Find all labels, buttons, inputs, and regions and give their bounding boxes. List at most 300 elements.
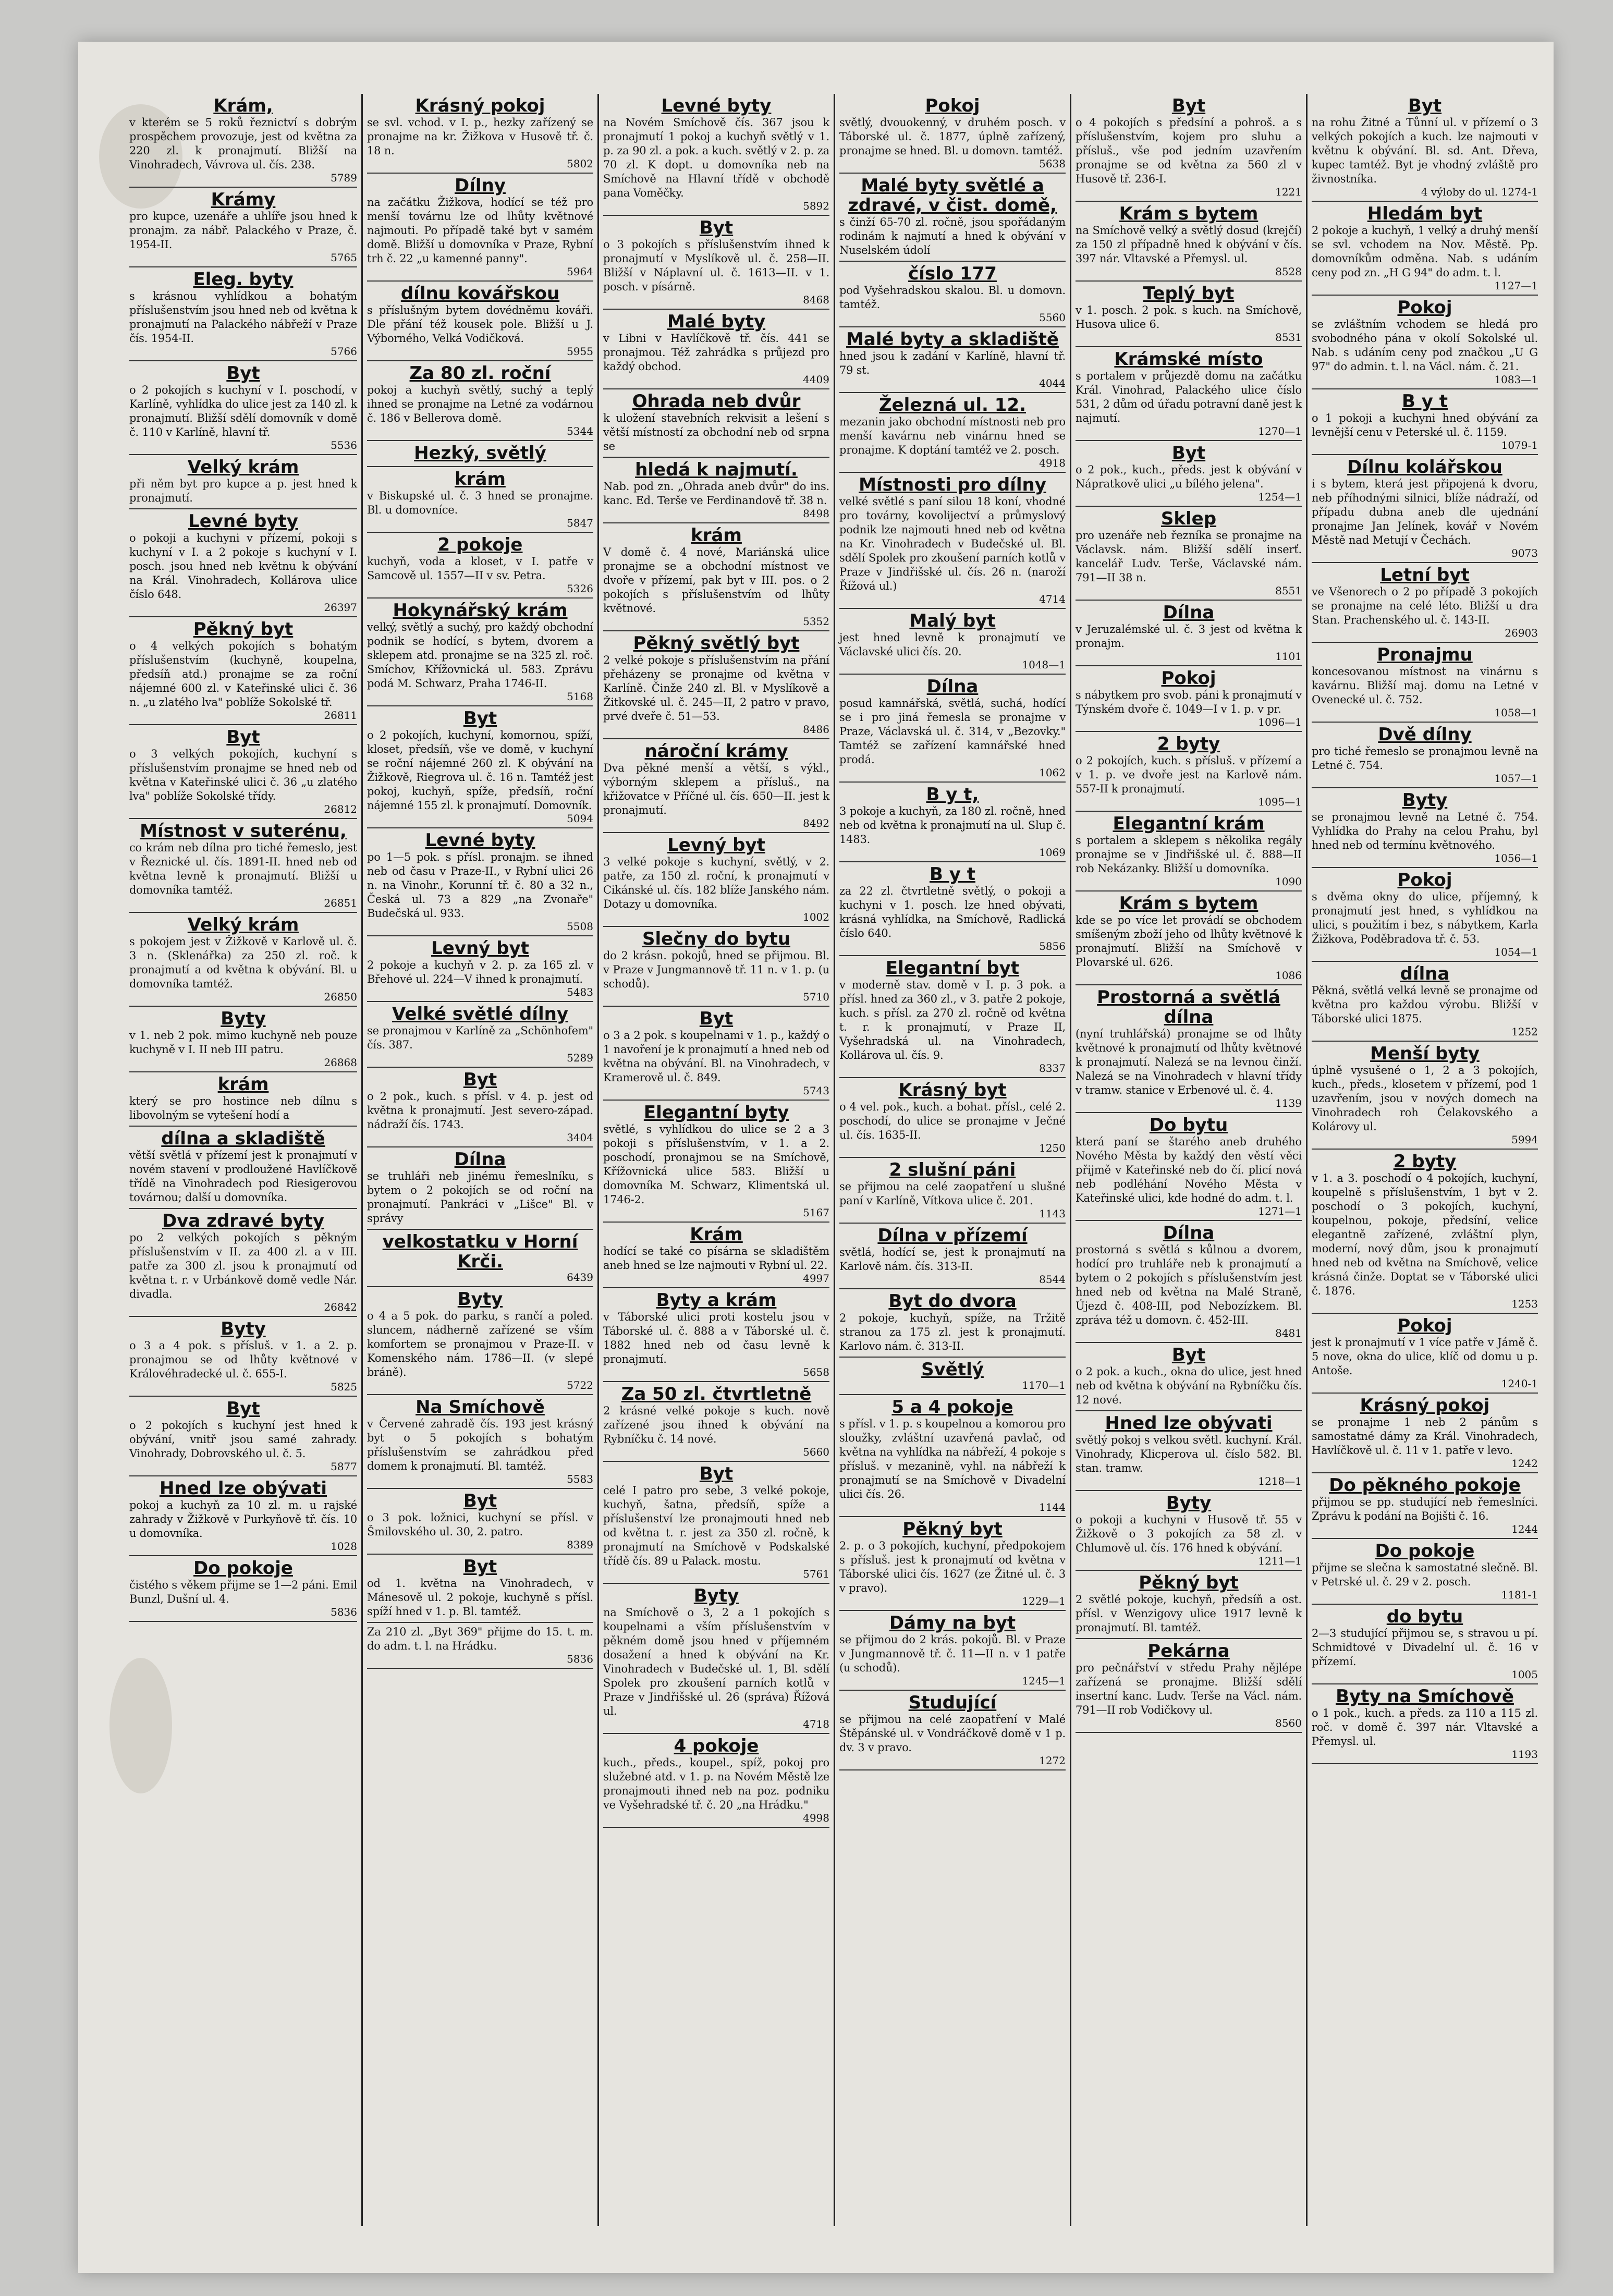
ad-title: Byt [463,1069,497,1090]
ad-column-4 [834,94,1070,2226]
ad-title: Dílnu kolářskou [1347,457,1502,478]
ad-body: úplně vysušené o 1, 2 a 3 pokojích, kuch., předs., klosetem v přízemí, pod 1 uzavřením, jsou v nových domech na Vinohradech roh Čelakovského a Kolárovy ul. [1312,1064,1538,1133]
classified-ad [1312,1539,1538,1605]
ad-reference-number: 1095—1 [1258,796,1302,808]
ad-reference-number: 4 výloby do ul. 1274-1 [1421,186,1538,198]
classified-ad [1076,1113,1302,1221]
classified-ad [839,609,1066,675]
ad-title: Dílna [1163,602,1215,623]
ad-title: Dílna [926,676,979,697]
ad-reference-number: 5825 [331,1381,357,1393]
classified-ad [839,473,1066,609]
classified-ad [603,833,829,927]
ad-body: s nábytkem pro svob. páni k pronajmutí v Týnském dvoře č. 1049—I v 1. p. v pr. [1076,689,1302,715]
classified-ad [603,94,829,216]
ad-title: Do pěkného pokoje [1329,1475,1521,1496]
ad-reference-number: 5856 [1039,940,1066,952]
ad-reference-number: 26868 [324,1056,357,1069]
ad-body: se pronajmou v Karlíně za „Schönhofem" čís. 387. [367,1024,593,1051]
ad-body: Nab. pod zn. „Ohrada aneb dvůr" do ins. kanc. Ed. Terše ve Ferdinandově tř. 38 n. [603,480,829,507]
ad-body: 3 velké pokoje s kuchyní, světlý, v 2. patře, za 150 zl. roční, k pronajmutí v Cikánské ul. čís. 182 blíže Janského nám. Dotazy u domovníka. [603,856,829,910]
ad-body: o 3 a 2 pok. s koupelnami v 1. p., každý o 1 navoření je k pronajmutí a hned neb od května na obývání. Bl. na Vinohradech, v Kramerově ul. č. 849. [603,1029,829,1084]
ad-body: pod Vyšehradskou skalou. Bl. u domovn. tamtéž. [839,284,1066,311]
classified-ad [603,1462,829,1584]
classified-ad [1076,347,1302,441]
classified-ad [603,1101,829,1223]
ad-title: Světlý [921,1359,984,1380]
ad-column-3 [597,94,834,2226]
ad-title: B y t [1401,391,1448,412]
ad-reference-number: 4918 [1039,457,1066,469]
ad-title: 2 pokoje [437,534,523,555]
ad-title: Místnost v suterénu, [140,821,347,841]
ad-reference-number: 5722 [567,1379,593,1391]
ad-title: Dílna v přízemí [877,1225,1028,1246]
ad-body: pokoj a kuchyň za 10 zl. m. u rajské zahrady v Žižkově v Purkyňově tř. čís. 10 u domovníka. [129,1499,357,1540]
classified-ad [603,631,829,739]
classified-ad [367,599,593,706]
classified-ad [603,1007,829,1101]
ad-body: na Smíchově velký a světlý dosud (krejčí) za 150 zl případně hned k obývání v čís. 397 nár. Vltavské a Přemysl. ul. [1076,224,1302,265]
ad-title: Pokoj [1397,1315,1452,1336]
classified-ad [129,94,357,188]
classified-ad [1076,202,1302,282]
ad-reference-number: 5660 [803,1446,829,1458]
ad-title: Krám s bytem [1119,893,1258,914]
ad-title: krám [691,525,742,546]
ad-reference-number: 5536 [331,439,357,451]
ad-title: Krámské místo [1114,349,1263,370]
classified-ad [603,216,829,310]
classified-ad [839,1158,1066,1224]
ad-body: i s bytem, která jest připojená k dvoru, neb příhodnými silnici, blíže nádraží, od případu dubna aneb dle ujednání pronajme Jan Jelínek, kovář v Novém Městě nad Metují v Čechách. [1312,478,1538,546]
classified-ad [1076,601,1302,666]
ad-column-5 [1070,94,1306,2226]
classified-ad [1076,1221,1302,1343]
ad-body: se pronajmou levně na Letné č. 754. Vyhlídka do Prahy na celou Prahu, byl hned neb od termínu květnového. [1312,811,1538,851]
ad-title: Byt [226,1398,260,1419]
classified-ad [603,389,829,458]
classified-ad [367,1555,593,1623]
ad-reference-number: 1096—1 [1258,716,1302,728]
ad-title: Dva zdravé byty [162,1211,324,1231]
ad-body: velký, světlý a suchý, pro každý obchodní podnik se hodící, s bytem, dvorem a sklepem atd. pronajme se na 325 zl. roč. Smíchov, Křížovnická ul. 583. Zprávu podá M. Schwarz, Praha 1746-II. [367,621,593,690]
classified-ad [839,675,1066,783]
ad-column-1 [125,94,361,2226]
classified-ad [1076,1639,1302,1733]
ad-title: Do pokoje [193,1558,293,1579]
ad-column-6 [1306,94,1542,2226]
ad-body: o 2 pok., kuch. s přísl. v 4. p. jest od května k pronajmutí. Jest severo-západ. nádraží čís. 1743. [367,1090,593,1131]
classified-ad [603,1382,829,1462]
ad-title: Hned lze obývati [159,1478,327,1499]
ad-title: Letní byt [1380,565,1470,585]
ad-title: Krásný pokoj [1360,1395,1490,1416]
classified-ad [1312,296,1538,389]
ad-title: Do bytu [1149,1115,1228,1135]
ad-body: kde se po více let provádí se obchodem smíšeným zboží jeho od lhůty květnové k pronajmutí. Bližší na Smíchově v Plovarské ul. 626. [1076,914,1302,969]
ad-reference-number: 5710 [803,991,829,1003]
ad-body: celé I patro pro sebe, 3 velké pokoje, kuchyň, šatna, předsíň, spíže a příslušenství lze pronajmouti hned neb od května t. r. jest za 350 zl. ročně, k pronajmutí na Smíchově v Podskalské třídě čís. 89 u Palack. mostu. [603,1484,829,1567]
ad-body: v moderně stav. domě v I. p. 3 pok. a přísl. hned za 360 zl., v 3. patře 2 pokoje, kuch. s přísl. za 270 zl. ročně od května t. r. k pronajmutí, v Praze II, Vyšehradská ul. na Vinohradech, Kollárova ul. čís. 9. [839,979,1066,1061]
ad-reference-number: 8544 [1039,1273,1066,1286]
ad-body: o 2 pokojích s kuchyní jest hned k obývání, vnitř jsou samé zahrady. Vinohrady, Dobrovského ul. č. 5. [129,1419,357,1460]
ad-reference-number: 5658 [803,1366,829,1378]
ad-body: Dva pěkné menší a větší, s výkl., výborným sklepem a přísluš., na křižovatce v Příčné ul. čís. 650—II. jest k pronajmutí. [603,762,829,816]
classified-ad [1076,985,1302,1113]
classified-ad [1076,1491,1302,1571]
ad-reference-number: 1083—1 [1494,373,1538,386]
classified-ad [1312,788,1538,868]
ad-title: Byt [1171,443,1206,463]
ad-reference-number: 5583 [567,1473,593,1485]
ad-body: se přijmou do 2 krás. pokojů. Bl. v Praze v Jungmannově tř. č. 11—II n. v 1 patře (u schodů). [839,1633,1066,1674]
ad-title: Hledám byt [1367,203,1483,224]
classified-ad [603,310,829,389]
ad-body: o 2 pokojích, kuch. s přísluš. v přízemí a v 1. p. ve dvoře jest na Karlově nám. 557-II k pronajmutí. [1076,754,1302,795]
ad-title: dílna a skladiště [161,1128,325,1149]
classified-ad [603,1734,829,1828]
ad-body: v 1. a 3. poschodí o 4 pokojích, kuchyní, koupelně s příslušenstvím, 1 byt v 2. poschodí o 3 pokojích, kuchyní, koupelnou, pokoje, předsíní, velice elegantně zařízené, zvláštní plyn, moderní, nový dům, jsou k pronajmutí hned neb od května na Smíchově, velice krásná činže. Doptat se v Táborské ulici č. 1876. [1312,1172,1538,1297]
ad-reference-number: 4718 [803,1718,829,1730]
ad-reference-number: 1170—1 [1022,1379,1066,1391]
ad-title: Hned lze obývati [1105,1413,1273,1434]
ad-title: Malé byty [667,311,766,332]
classified-ad [129,1397,357,1476]
classified-ad [839,1395,1066,1517]
ad-body: 2—3 studující přijmou se, s stravou u pí. Schmidtové v Divadelní ul. č. 16 v přízemí. [1312,1627,1538,1668]
classified-ad [603,1584,829,1734]
ad-title: Eleg. byty [193,269,294,290]
classified-ad [1076,94,1302,202]
ad-title: nároční krámy [644,741,788,762]
ad-title: Byty [1166,1493,1212,1513]
classified-ad [1312,1473,1538,1539]
ad-title: Byt [1171,95,1206,116]
ad-body: na Smíchově o 3, 2 a 1 pokojích s koupelnami a vším příslušenstvím v pěkném domě jsou hned v příjemném dosažení a hned k obývání na Kr. Vinohradech v Budečské ul. 1, Bl. sdělí Spolek pro zkoušení parních kotlů v Praze v Jindřišské ul. 26 (správa) Řížová ul. [603,1606,829,1717]
ad-reference-number: 1218—1 [1258,1475,1302,1487]
ad-title: Byt [699,1463,734,1484]
ad-title: velkostatku v Horní Krči. [382,1231,578,1272]
ad-body: při něm byt pro kupce a p. jest hned k pronajmutí. [129,478,357,504]
ad-body: se truhláři neb jinému řemeslníku, s bytem o 2 pokojích se od roční na pronajmutí. Pankráci v „Lišce" Bl. v správy [367,1170,593,1225]
ad-body: o 2 pokojích s kuchyní v I. poschodí, v Karlíně, vyhlídka do ulice jest za 140 zl. k pronajmutí. Bližší sdělí domovník v domě č. 110 v Karlíně, hlavní tř. [129,384,357,438]
classified-ad [839,1691,1066,1770]
ad-body: v Jeruzalémské ul. č. 3 jest od května k pronajm. [1076,623,1302,650]
ad-body: jest k pronajmutí v 1 více patře v Jámě č. 5 nove, okna do ulice, klíč od domu u p. Antoše. [1312,1336,1538,1377]
ad-title: Byt [1408,95,1442,116]
ad-body: s portalem a sklepem s několika regály pronajme se v Jindřišské ul. č. 888—II rob Nekázanky. Bližší u domovníka. [1076,834,1302,875]
ad-title: Na Smíchově [416,1397,545,1418]
ad-title: Menší byty [1370,1043,1480,1064]
classified-ad [129,913,357,1007]
ad-title: Slečny do bytu [642,929,791,949]
classified-ad [367,1230,593,1287]
ad-reference-number: 1272 [1039,1754,1066,1767]
ad-reference-number: 5964 [567,265,593,278]
ad-reference-number: 1062 [1039,766,1066,779]
ad-title: Dílna [454,1149,506,1170]
ad-title: Pekárna [1147,1641,1230,1662]
ad-title: Do pokoje [1375,1541,1475,1561]
ad-reference-number: 5508 [567,920,593,933]
ad-reference-number: 1056—1 [1494,852,1538,864]
ad-title: Dílny [455,175,506,196]
ad-reference-number: 4409 [803,373,829,386]
ad-body: Pěkná, světlá velká levně se pronajme od května pro každou výrobu. Bližší v Táborské ulici 1875. [1312,984,1538,1025]
ad-title: Elegantní byt [885,958,1020,979]
ad-body: v Biskupské ul. č. 3 hned se pronajme. Bl. u domovníce. [367,490,593,516]
ad-title: Pěkný byt [1139,1572,1239,1593]
ad-reference-number: 1229—1 [1022,1595,1066,1607]
ad-reference-number: 5167 [803,1206,829,1219]
ad-title: krám [217,1074,269,1095]
ad-title: Dámy na byt [889,1613,1016,1633]
classified-ad [603,1288,829,1382]
ad-reference-number: 1127—1 [1494,279,1538,292]
ad-title: Pěkný byt [193,619,294,640]
classified-ad [1312,1684,1538,1764]
classified-ad [1312,563,1538,643]
ad-body: o 1 pok., kuch. a předs. za 110 a 115 zl. roč. v domě č. 397 nár. Vltavské a Přemysl. ul. [1312,1707,1538,1748]
ad-body: kuch., předs., koupel., spíž, pokoj pro služebné atd. v 1. p. na Novém Městě lze pronajmouti ihned neb na poz. podniku ve Vyšehradské tř. č. 20 „na Hrádku." [603,1756,829,1811]
ad-reference-number: 5836 [567,1653,593,1665]
ad-reference-number: 5560 [1039,311,1066,324]
classified-ad [1312,868,1538,962]
classified-ad [1312,1394,1538,1473]
ad-body: 2 velké pokoje s příslušenstvím na přání přeházeny se pronajme od května v Karlíně. Činže 240 zl. Bl. v Myslíkově a Žitkovské ul. č. 245—II, 2 patro v pravo, prvé dveře č. 51—53. [603,654,829,723]
ad-title: Velký krám [187,457,299,478]
ad-body: s portalem v průjezdě domu na začátku Král. Vinohrad, Palackého ulice číslo 531, 2 dům od úřadu potravní daně jest k najmutí. [1076,370,1302,424]
classified-ad [129,455,357,509]
classified-ad [367,1068,593,1147]
ad-reference-number: 1048—1 [1022,658,1066,671]
ad-body: V domě č. 4 nové, Mariánská ulice pronajme se a obchodní místnost ve dvoře v přízemí, pak byt v III. pos. o 2 pokojích s příslušenstvím od lhůty květnové. [603,546,829,615]
classified-ad [839,1517,1066,1611]
ad-title: Studující [908,1692,997,1713]
ad-reference-number: 5344 [567,425,593,437]
ad-title: Malé byty a skladiště [846,329,1059,350]
classified-ad [129,361,357,455]
ad-body: světlý, dvouokenný, v druhém posch. v Táborské ul. č. 1877, úplně zařízený, pronajme se hned. Bl. u domovn. tamtéž. [839,116,1066,157]
ad-reference-number: 5761 [803,1568,829,1580]
classified-ad [129,1072,357,1127]
ad-title: Pěkný byt [902,1519,1003,1540]
classified-ad [367,361,593,441]
classified-columns [125,94,1543,2226]
ad-title: 2 slušní páni [889,1159,1016,1180]
classified-ad [129,1476,357,1556]
ad-column-2 [361,94,597,2226]
classified-ad [839,327,1066,393]
ad-body: 2 krásné velké pokoje s kuch. nově zařízené jsou ihned k obývání na Rybníčku č. 14 nové. [603,1405,829,1445]
classified-ad [129,617,357,725]
ad-reference-number: 26812 [324,803,357,815]
ad-body: kuchyň, voda a kloset, v I. patře v Samcově ul. 1557—II v sv. Petra. [367,555,593,582]
ad-reference-number: 5326 [567,582,593,595]
ad-body: se zvláštním vchodem se hledá pro svobodného pána v okolí Sokolské ul. Nab. s udáním ceny pod značkou „U G 97" do admin. t. l. na Václ. nám. č. 21. [1312,318,1538,373]
ad-reference-number: 26842 [324,1301,357,1313]
ad-title: Byt [699,1008,734,1029]
ad-body: v Libni v Havlíčkově tř. čís. 441 se pronajmou. Též zahrádka s průjezd pro každý obchod. [603,332,829,373]
ad-reference-number: 1244 [1511,1523,1538,1535]
ad-title: do bytu [1386,1606,1463,1627]
ad-body: hned jsou k zadání v Karlíně, hlavní tř. 79 st. [839,350,1066,376]
ad-title: Malé byty světlé a zdravé, v čist. domě, [848,175,1057,216]
ad-reference-number: 1211—1 [1258,1555,1302,1567]
ad-body: mezanin jako obchodní místnosti neb pro menší kavárnu neb vinárnu hned se pronajme. K doptání tamtéž ve 2. posch. [839,416,1066,456]
ad-reference-number: 1245—1 [1022,1675,1066,1687]
ad-reference-number: 26811 [324,709,357,722]
classified-ad [129,725,357,819]
ad-body: v 1. posch. 2 pok. s kuch. na Smíchově, Husova ulice 6. [1076,304,1302,331]
ad-body: s pokojem jest v Žižkově v Karlově ul. č. 3 n. (Sklenářka) za 250 zl. roč. k pronajmutí a od května k obývání. Bl. u domovníka tamtéž. [129,935,357,990]
classified-ad [367,282,593,361]
classified-ad [129,267,357,361]
ad-reference-number: 1144 [1039,1501,1066,1513]
ad-title: Krásný pokoj [415,95,545,116]
ad-body: pro tiché řemeslo se pronajmou levně na Letné č. 754. [1312,745,1538,772]
ad-reference-number: 3404 [567,1131,593,1144]
classified-ad [367,1147,593,1230]
ad-body: větší světlá v přízemí jest k pronajmutí v novém stavení v prodloužené Havlíčkově třídě na Vinohradech pod Riesigerovou továrnou; další u domovníka. [129,1149,357,1204]
ad-body: pro uzenáře neb řezníka se pronajme na Václavsk. nám. Bližší sdělí inserť. kancelář Ludv. Terše, Václavské nám. 791—II 38 n. [1076,529,1302,584]
ad-title: Byt [699,217,734,238]
ad-reference-number: 5743 [803,1084,829,1097]
ad-title: Místnosti pro dílny [859,474,1046,495]
ad-body: 2 světlé pokoje, kuchyň, předsíň a ost. přísl. v Wenzigovy ulice 1917 levně k pronajmutí. Bl. tamtéž. [1076,1593,1302,1634]
ad-reference-number: 1250 [1039,1142,1066,1154]
ad-reference-number: 5892 [803,200,829,212]
ad-reference-number: 8560 [1275,1717,1302,1729]
ad-body: 2 pokoje, kuchyň, spíže, na Tržitě stranou za 175 zl. jest k pronajmutí. Karlovo nám. č. 313-II. [839,1312,1066,1352]
ad-title: Teplý byt [1143,283,1235,304]
ad-reference-number: 1090 [1275,875,1302,888]
ad-title: Levné byty [661,95,772,116]
ad-title: Byty [1402,790,1448,811]
ad-title: Velký krám [187,914,299,935]
ad-reference-number: 1254—1 [1258,491,1302,503]
ad-reference-number: 1271—1 [1258,1205,1302,1217]
ad-reference-number: 5877 [331,1460,357,1473]
ad-reference-number: 5955 [567,345,593,358]
ad-reference-number: 1069 [1039,846,1066,859]
ad-title: B y t, [926,784,979,805]
classified-ad [367,1002,593,1068]
ad-body: pokoj a kuchyň světlý, suchý a teplý ihned se pronajme na Letné za vodárnou č. 186 v Bellerova domě. [367,384,593,424]
classified-ad [1076,1411,1302,1491]
ad-body: o 3 velkých pokojích, kuchyní s příslušenstvím pronajme se hned neb od května v Kateřinské ulici č. 36 „u zlatého lva" poblíže Sokolské třídy. [129,748,357,802]
ad-title: Elegantní byty [643,1102,789,1123]
ad-title: Krám s bytem [1119,203,1258,224]
ad-reference-number: 1101 [1275,650,1302,663]
ad-body: o 4 vel. pok., kuch. a bohat. přísl., celé 2. poschodí, do ulice se pronajme v Ječné ul. čís. 1635-II. [839,1101,1066,1141]
ad-reference-number: 8498 [803,507,829,520]
classified-ad [1312,962,1538,1042]
classified-ad [129,509,357,617]
classified-ad [1312,643,1538,723]
ad-title: Pěkný světlý byt [633,633,800,654]
ad-body: na Novém Smíchově čís. 367 jsou k pronajmutí 1 pokoj a kuchyň světlý v 1. p. za 90 zl. a pok. a kuch. světlý v 2. p. za 70 zl. K dopt. u domovníka neb na Smíchově na Hlavní třídě v obchodě pana Voměčky. [603,116,829,199]
ad-title: Velké světlé dílny [392,1004,569,1024]
ad-title: B y t [929,864,975,885]
ad-body: za 22 zl. čtvrtletně světlý, o pokoji a kuchyni v 1. posch. lze hned obývati, krásná vyhlídka, na Smíchově, Radlická číslo 640. [839,885,1066,939]
ad-body: koncesovanou místnost na vinárnu s kavárnu. Bližší maj. domu na Letné v Ovenecké ul. č. 752. [1312,665,1538,706]
ad-body: světlý pokoj s velkou světl. kuchyní. Král. Vinohrady, Klicperova ul. číslo 582. Bl. stan. tramw. [1076,1434,1302,1474]
ad-body: velké světlé s paní silou 18 koní, vhodné pro továrny, kovolijectví a průmyslový podnik lze najmouti hned neb od května na Kr. Vinohradech v Budečské ul. Bl. sdělí Spolek pro zkoušení parních kotlů v Praze v Jindřišské ul. čís. 26 n. (naroží Řížová ul.) [839,495,1066,592]
classified-ad [839,783,1066,862]
ad-reference-number: 8528 [1275,265,1302,278]
classified-ad [129,188,357,267]
ad-body: přijme se slečna k samostatné slečně. Bl. v Petrské ul. č. 29 v 2. posch. [1312,1561,1538,1588]
ad-reference-number: 5765 [331,251,357,264]
ad-reference-number: 5994 [1511,1133,1538,1146]
ad-reference-number: 1143 [1039,1207,1066,1220]
ad-body: v 1. neb 2 pok. mimo kuchyně neb pouze kuchyně v I. II neb III patru. [129,1029,357,1056]
classified-ad [839,1224,1066,1289]
ad-title: Byt [226,363,260,384]
ad-reference-number: 5847 [567,517,593,529]
classified-ad [839,1358,1066,1395]
classified-ad [1312,1605,1538,1684]
classified-ad [1312,723,1538,788]
classified-ad [367,1395,593,1489]
classified-ad [603,523,829,631]
ad-body: se přijmou na celé zaopatření u slušné paní v Karlíně, Vítkova ulice č. 201. [839,1180,1066,1207]
ad-title: Levný byt [431,938,529,959]
ad-title: Byt [226,727,260,748]
ad-reference-number: 5802 [567,157,593,170]
classified-ad [367,174,593,282]
ad-body: Za 210 zl. „Byt 369" přijme do 15. t. m. do adm. t. l. na Hrádku. [367,1626,593,1652]
classified-ad [367,94,593,174]
ad-reference-number: 1079-1 [1501,439,1538,451]
ad-body: o 2 pok., kuch., předs. jest k obývání v Nápratkově ulici „u bílého jelena". [1076,463,1302,490]
ad-title: Levné byty [188,511,298,532]
ad-body: o 4 pokojích s předsíní a pohroš. a s příslušenstvím, kojem pro sluhu a přísluš., vše pod jedním uzavřením pronajme se od května za 560 zl v Husově tř. 236-I. [1076,116,1302,185]
classified-ad [129,1127,357,1209]
ad-reference-number: 5289 [567,1052,593,1064]
ad-reference-number: 5789 [331,172,357,184]
classified-ad [1312,1314,1538,1394]
ad-title: dílnu kovářskou [400,283,560,304]
classified-ad [1076,1343,1302,1411]
ad-reference-number: 1054—1 [1494,946,1538,958]
ad-reference-number: 1058—1 [1494,706,1538,719]
ad-reference-number: 26851 [324,897,357,909]
ad-title: 4 pokoje [674,1736,759,1756]
ad-body: do 2 krásn. pokojů, hned se přijmou. Bl. v Praze v Jungmannově tř. 11 n. v 1. p. (u schodů). [603,949,829,990]
ad-reference-number: 26903 [1505,627,1538,639]
ad-title: Byt [463,1491,497,1511]
ad-title: Pokoj [1397,870,1452,890]
ad-reference-number: 8337 [1039,1062,1066,1074]
ad-title: Za 80 zl. roční [409,363,551,384]
ad-reference-number: 1240-1 [1501,1377,1538,1390]
classified-ad [1312,455,1538,563]
classified-ad [603,739,829,833]
ad-body: o 4 velkých pokojích s bohatým příslušenstvím (kuchyně, koupelna, předsíň atd.) pronajme se za roční nájemné 600 zl. v Kateřinské ulici č. 36 n. „u zlatého lva" poblíže Sokolské tř. [129,640,357,709]
ad-body: světlé, s vyhlídkou do ulice se 2 a 3 pokoji s příslušenstvím, v 1. a 2. poschodí, pronajmou se na Smíchově, Křížovnická ulice 583. Bližší u domovníka M. Schwarz, Klimentská ul. 1746-2. [603,1123,829,1206]
ad-title: Byt [463,708,497,729]
classified-ad [367,1287,593,1395]
ad-reference-number: 1252 [1511,1025,1538,1038]
ad-reference-number: 8389 [567,1538,593,1551]
classified-ad [1312,1042,1538,1150]
ad-reference-number: 4714 [1039,593,1066,605]
ad-body: v Červené zahradě čís. 193 jest krásný byt o 5 pokojích s bohatým příslušenstvím se zahrádkou před domem k pronajmutí. Bl. tamtéž. [367,1418,593,1472]
ad-reference-number: 8531 [1275,331,1302,344]
